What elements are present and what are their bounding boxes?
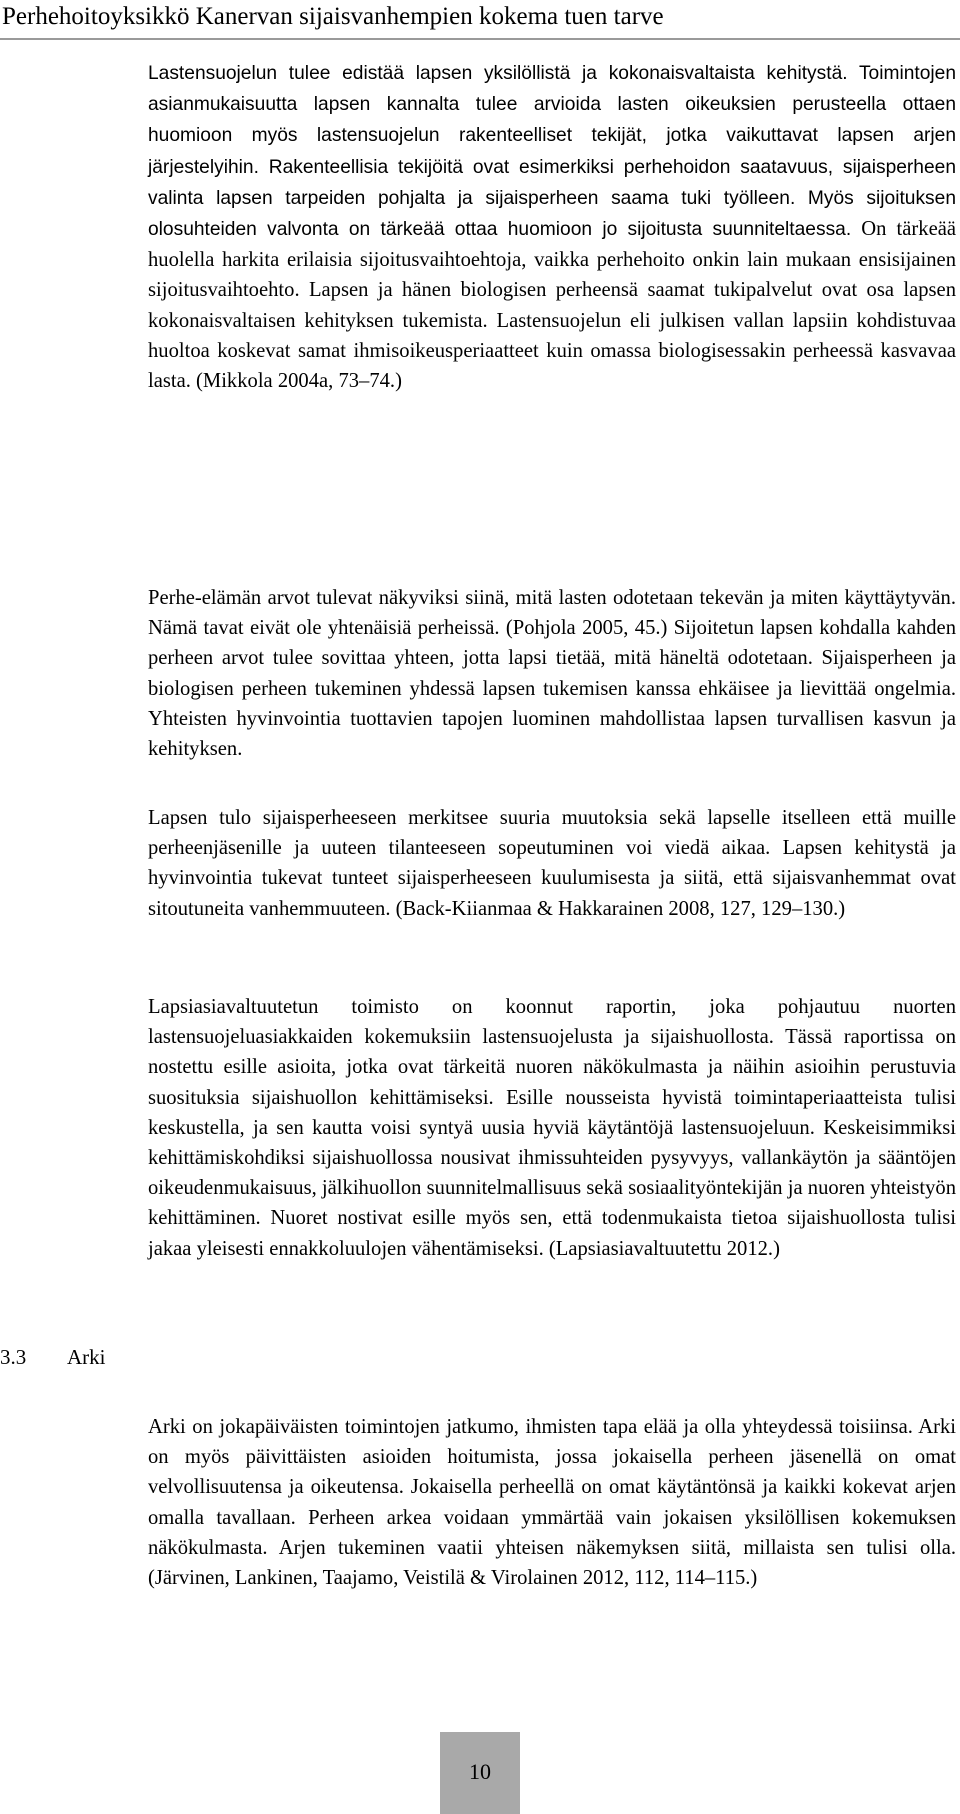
running-header-title: Perhehoitoyksikkö Kanervan sijaisvanhempien kokema tuen tarve [2, 3, 664, 30]
page-number-box [440, 1732, 520, 1814]
paragraph-child-welfare-development [148, 58, 956, 396]
paragraph-ombudsman-report: Lapsiasiavaltuutetun toimisto on koonnut raportin, joka pohjautuu nuorten lastensuojeluasiakkaiden kokemuksiin lastensuojelusta ja sijaishuollosta. Tässä raportissa on nostettu esille asioita, jotka ovat tärkeitä nuoren näkökulmasta ja näihin asioihin perustuvia suosituksia sijaishuollon kehittämiseksi. Esille nousseista hyvistä toimintaperiaatteista tulisi keskustella, ja sen kautta voisi syntyä uusia hyviä käytäntöjä lastensuojeluun. Keskeisimmiksi kehittämiskohdiksi sijaishuollossa nousivat ihmissuhteiden pysyvyys, vallankäytön ja sääntöjen oikeudenmukaisuus, jälkihuollon suunnitelmallisuus sekä sosiaalityöntekijän ja nuoren yhteistyön kehittäminen. Nuoret nostivat esille myös sen, että todenmukaista tietoa sijaishuollosta tulisi jakaa yleisesti ennakkoluulojen vähentämiseksi. (Lapsiasiavaltuutettu 2012.) [148, 996, 956, 1260]
paragraph-family-values: Perhe-elämän arvot tulevat näkyviksi siinä, mitä lasten odotetaan tekevän ja miten käyttäytyvän. Nämä tavat eivät ole yhtenäisiä perheissä. (Pohjola 2005, 45.) Sijoitetun lapsen kohdalla kahden perheen arvot tulee sovittaa yhteen, jotta lapsi tietää, mitä häneltä odotetaan. Sijaisperheen ja biologisen perheen tukeminen yhdessä lapsen tukemisen kanssa ehkäisee ja lievittää ongelmia. Yhteisten hyvinvointia tuottavien tapojen luominen mahdollistaa lapsen turvallisen kasvun ja kehityksen. [148, 587, 956, 761]
paragraph-sans-segment: Lastensuojelun tulee edistää lapsen yksilöllistä ja kokonaisvaltaista kehitystä. Toimintojen asianmukaisuutta lapsen kannalta tulee arvioida lasten oikeuksien perusteella ottaen huomioon myös lastensuojelun rakenteelliset tekijät, jotka vaikuttavat lapsen arjen järjestelyihin. Rakenteellisia tekijöitä ovat esimerkiksi perhehoidon saatavuus, sijaisperheen valinta lapsen tarpeiden pohjalta ja sijaisperheen saama tuki työlleen. Myös sijoituksen olosuhteiden valvonta on tärkeää ottaa huomioon jo sijoitusta suunniteltaessa. [148, 63, 956, 241]
page-number: 10 [469, 1759, 491, 1784]
section-title: Arki [67, 1345, 106, 1369]
paragraph-placement-transition: Lapsen tulo sijaisperheeseen merkitsee suuria muutoksia sekä lapselle itselleen että muille perheenjäsenille ja uuteen tilanteeseen sopeutuminen voi viedä aikaa. Lapsen kehitystä ja hyvinvointia tukevat tunteet sijaisperheeseen kuulumisesta ja siitä, että sijaisvanhemmat ovat sitoutuneita vanhemmuuteen. (Back-Kiianmaa & Hakkarainen 2008, 127, 129–130.) [148, 807, 956, 920]
section-number: 3.3 [0, 1345, 27, 1369]
section-heading [0, 1342, 106, 1372]
paragraph-everyday-life: Arki on jokapäiväisten toimintojen jatkumo, ihmisten tapa elää ja olla yhteydessä toisiinsa. Arki on myös päivittäisten asioiden hoitumista, jossa jokaisella perheen jäsenellä on omat velvollisuutensa ja oikeutensa. Jokaisella perheellä on omat käytäntönsä ja kaikki kokevat arjen omalla tavallaan. Perheen arkea voidaan ymmärtää vain jokaisen yksilöllisen kokemuksen näkökulmasta. Arjen tukeminen vaatii yhteisen näkemyksen siitä, millaista sen tulisi olla. (Järvinen, Lankinen, Taajamo, Veistilä & Virolainen 2012, 112, 114–115.) [148, 1416, 956, 1590]
paragraph-serif-segment: On tärkeää huolella harkita erilaisia sijoitusvaihtoehtoja, vaikka perhehoito onkin lain mukaan ensisijainen sijoitusvaihtoehto. Lapsen ja hänen biologisen perheensä saamat tukipalvelut ovat osa lapsen kokonaisvaltaisen kehityksen tukemista. Lastensuojelun eli julkisen vallan lapsiin kohdistuvaa huoltoa koskevat samat ihmisoikeusperiaatteet kuin omassa biologisessakin perheessä kasvavaa lasta. (Mikkola 2004a, 73–74.) [148, 218, 956, 393]
running-header [0, 0, 960, 40]
